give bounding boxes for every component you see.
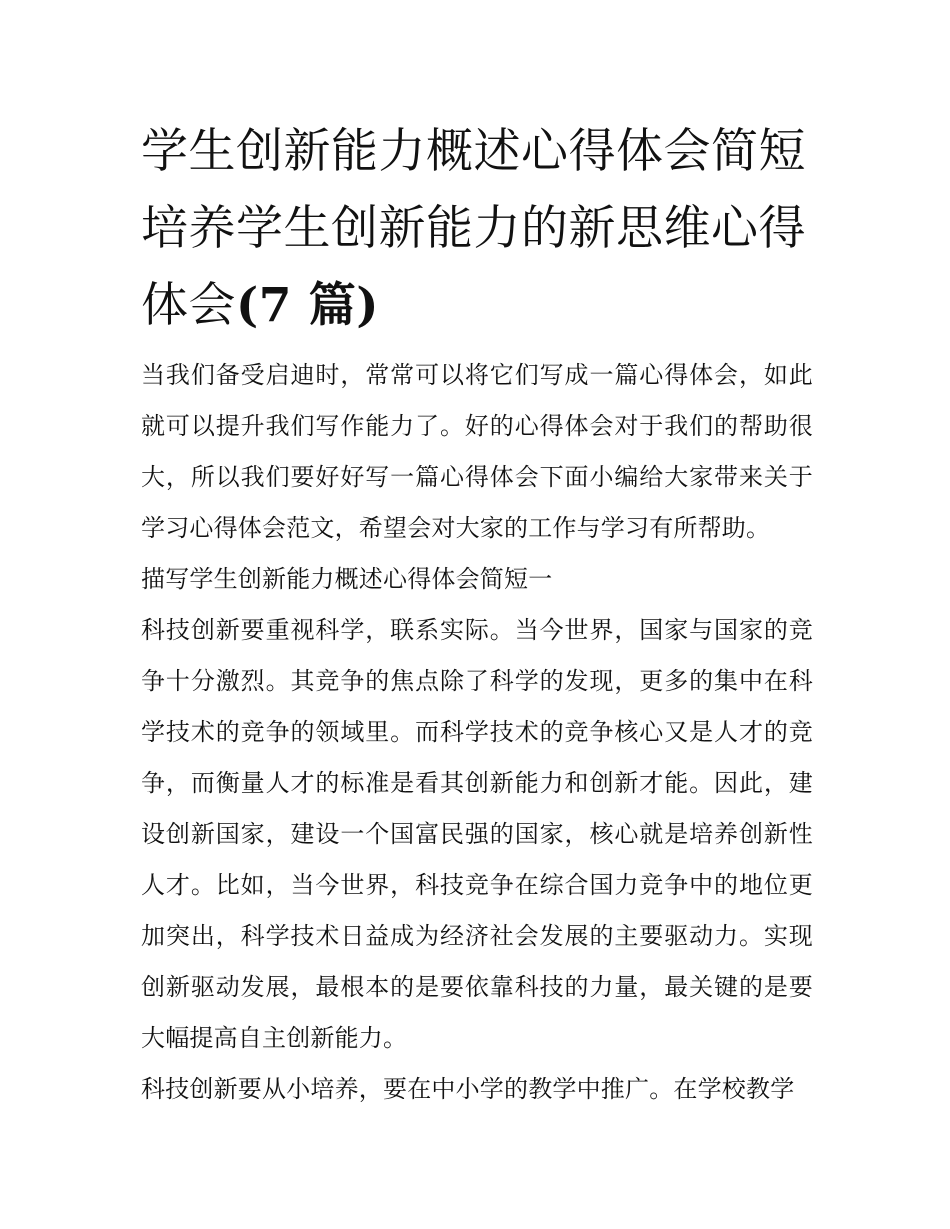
- document-page: [141, 113, 813, 1115]
- intro-paragraph: 当我们备受启迪时，常常可以将它们写成一篇心得体会，如此就可以提升我们写作能力了。好的心得体会对于我们的帮助很大，所以我们要好好写一篇心得体会下面小编给大家带来关于学习心得体会范文，希望会对大家的工作与学习有所帮助。: [141, 361, 813, 542]
- body-paragraph-2: 科技创新要从小培养，要在中小学的教学中推广。在学校教学: [141, 1075, 795, 1103]
- section-heading: 描写学生创新能力概述心得体会简短一: [141, 565, 553, 593]
- title-text: 学生创新能力概述心得体会简短 培养学生创新能力的新思维心得体会: [141, 124, 806, 333]
- document-title: [141, 113, 813, 344]
- body-paragraph-1: 科技创新要重视科学，联系实际。当今世界，国家与国家的竞争十分激烈。其竞争的焦点除了科学的发现，更多的集中在科学技术的竞争的领域里。而科学技术的竞争核心又是人才的竞争，而衡量人才的标准是看其创新能力和创新才能。因此，建设创新国家，建设一个国富民强的国家，核心就是培养创新性人才。比如，当今世界，科技竞争在综合国力竞争中的地位更加突出，科学技术日益成为经济社会发展的主要驱动力。实现创新驱动发展，最根本的是要依靠科技的力量，最关键的是要大幅提高自主创新能力。: [141, 616, 813, 1052]
- title-count: (7 篇): [236, 278, 380, 333]
